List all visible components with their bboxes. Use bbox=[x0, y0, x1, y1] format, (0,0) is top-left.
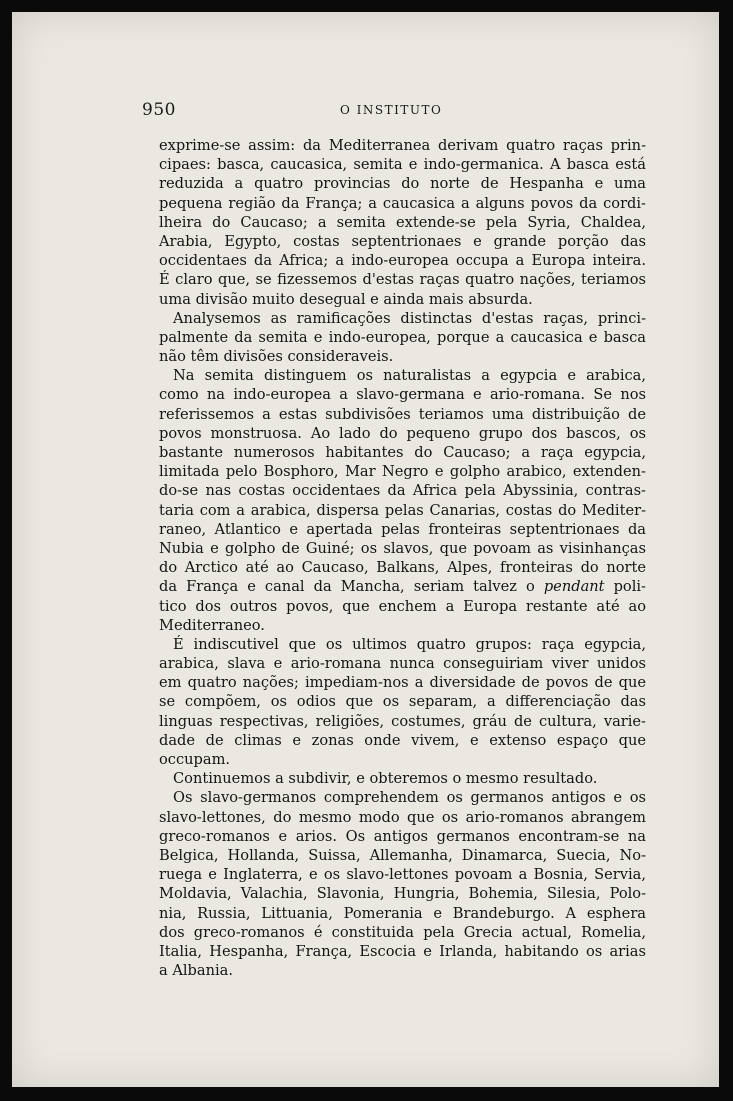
text-line: exprime-se assim: da Mediterranea derivam quatro raças prin- bbox=[159, 137, 646, 154]
text-line: do Arctico até ao Caucaso, Balkans, Alpes, fronteiras do norte bbox=[159, 559, 646, 577]
text-line: da França e canal da Mancha, seriam talvez o pendant poli- bbox=[159, 578, 646, 596]
text-line: bastante numerosos habitantes do Caucaso; a raça egypcia, bbox=[159, 444, 646, 461]
text-line: do-se nas costas occidentaes da Africa pela Abyssinia, contras- bbox=[159, 482, 646, 500]
text-line: É claro que, se fizessemos d'estas raças quatro nações, teriamos bbox=[159, 271, 646, 289]
text-line: occupam. bbox=[159, 751, 231, 768]
paragraph bbox=[159, 635, 646, 769]
running-head: O INSTITUTO bbox=[340, 103, 443, 117]
text-line: raneo, Atlantico e apertada pelas fronteiras septentrionaes da bbox=[159, 520, 646, 538]
text-line: lheira do Caucaso; a semita extende-se pela Syria, Chaldea, bbox=[159, 213, 646, 231]
text-line: Belgica, Hollanda, Suissa, Allemanha, Dinamarca, Suecia, No- bbox=[159, 846, 646, 864]
text-line: slavo-lettones, do mesmo modo que os ario-romanos abrangem bbox=[159, 808, 646, 826]
text-line: É indiscutivel que os ultimos quatro grupos: raça egypcia, bbox=[173, 635, 646, 653]
text-line: em quatro nações; impediam-nos a diversidade de povos de que bbox=[159, 674, 646, 692]
text-line: como na indo-europea a slavo-germana e ario-romana. Se nos bbox=[159, 386, 646, 404]
paragraph bbox=[159, 136, 646, 309]
text-line: a Albania. bbox=[159, 962, 233, 980]
text-line: greco-romanos e arios. Os antigos germanos encontram-se na bbox=[159, 827, 646, 845]
page-header bbox=[142, 100, 642, 124]
text-line: nia, Russia, Littuania, Pomerania e Brandeburgo. A esphera bbox=[159, 904, 646, 922]
text-line: reduzida a quatro provincias do norte de Hespanha e uma bbox=[159, 175, 646, 193]
text-line: linguas respectivas, religiões, costumes, gráu de cultura, varie- bbox=[159, 712, 646, 730]
text-line: taria com a arabica, dispersa pelas Canarias, costas do Mediter- bbox=[159, 501, 646, 519]
text-line: palmente da semita e indo-europea, porque a caucasica e basca bbox=[159, 328, 646, 346]
text-line: Os slavo-germanos comprehendem os germanos antigos e os bbox=[173, 789, 646, 807]
text-line: Italia, Hespanha, França, Escocia e Irlanda, habitando os arias bbox=[159, 942, 646, 960]
text-line: tico dos outros povos, que enchem a Europa restante até ao bbox=[159, 597, 646, 615]
text-line: arabica, slava e ario-romana nunca conseguiriam viver unidos bbox=[159, 655, 646, 673]
text-line: Moldavia, Valachia, Slavonia, Hungria, Bohemia, Silesia, Polo- bbox=[159, 885, 646, 903]
page-number: 950 bbox=[142, 100, 176, 120]
text-line: limitada pelo Bosphoro, Mar Negro e golpho arabico, extenden- bbox=[159, 463, 646, 481]
text-line: pequena região da França; a caucasica a alguns povos da cordi- bbox=[159, 194, 646, 212]
text-line: Nubia e golpho de Guiné; os slavos, que povoam as visinhanças bbox=[159, 539, 646, 557]
text-line: Arabia, Egypto, costas septentrionaes e grande porção das bbox=[159, 232, 646, 250]
paragraph bbox=[159, 769, 646, 788]
text-line: povos monstruosa. Ao lado do pequeno grupo dos bascos, os bbox=[159, 424, 646, 442]
paragraph bbox=[159, 788, 646, 980]
text-line: Analysemos as ramificações distinctas d'estas raças, princi- bbox=[173, 309, 646, 327]
text-line: uma divisão muito desegual e ainda mais absurda. bbox=[159, 290, 533, 308]
text-line: referissemos a estas subdivisões teriamos uma distribuição de bbox=[159, 405, 646, 423]
book-page bbox=[12, 12, 719, 1087]
italic-word: pendant bbox=[543, 578, 605, 596]
text-line: dos greco-romanos é constituida pela Grecia actual, Romelia, bbox=[159, 923, 646, 941]
text-line: Continuemos a subdivir, e obteremos o mesmo resultado. bbox=[173, 770, 598, 788]
paragraph bbox=[159, 309, 646, 367]
paragraph bbox=[159, 366, 646, 635]
text-line: occidentaes da Africa; a indo-europea occupa a Europa inteira. bbox=[159, 252, 646, 270]
text-line: cipaes: basca, caucasica, semita e indo-germanica. A basca está bbox=[159, 156, 646, 174]
text-line: Na semita distinguem os naturalistas a egypcia e arabica, bbox=[173, 367, 646, 385]
text-line: não têm divisões consideraveis. bbox=[159, 348, 394, 366]
text-line: dade de climas e zonas onde vivem, e extenso espaço que bbox=[159, 731, 646, 749]
body-text bbox=[159, 136, 646, 980]
text-line: Mediterraneo. bbox=[159, 616, 265, 634]
text-line: se compõem, os odios que os separam, a differenciação das bbox=[159, 693, 646, 711]
text-line: ruega e Inglaterra, e os slavo-lettones povoam a Bosnia, Servia, bbox=[159, 866, 646, 884]
